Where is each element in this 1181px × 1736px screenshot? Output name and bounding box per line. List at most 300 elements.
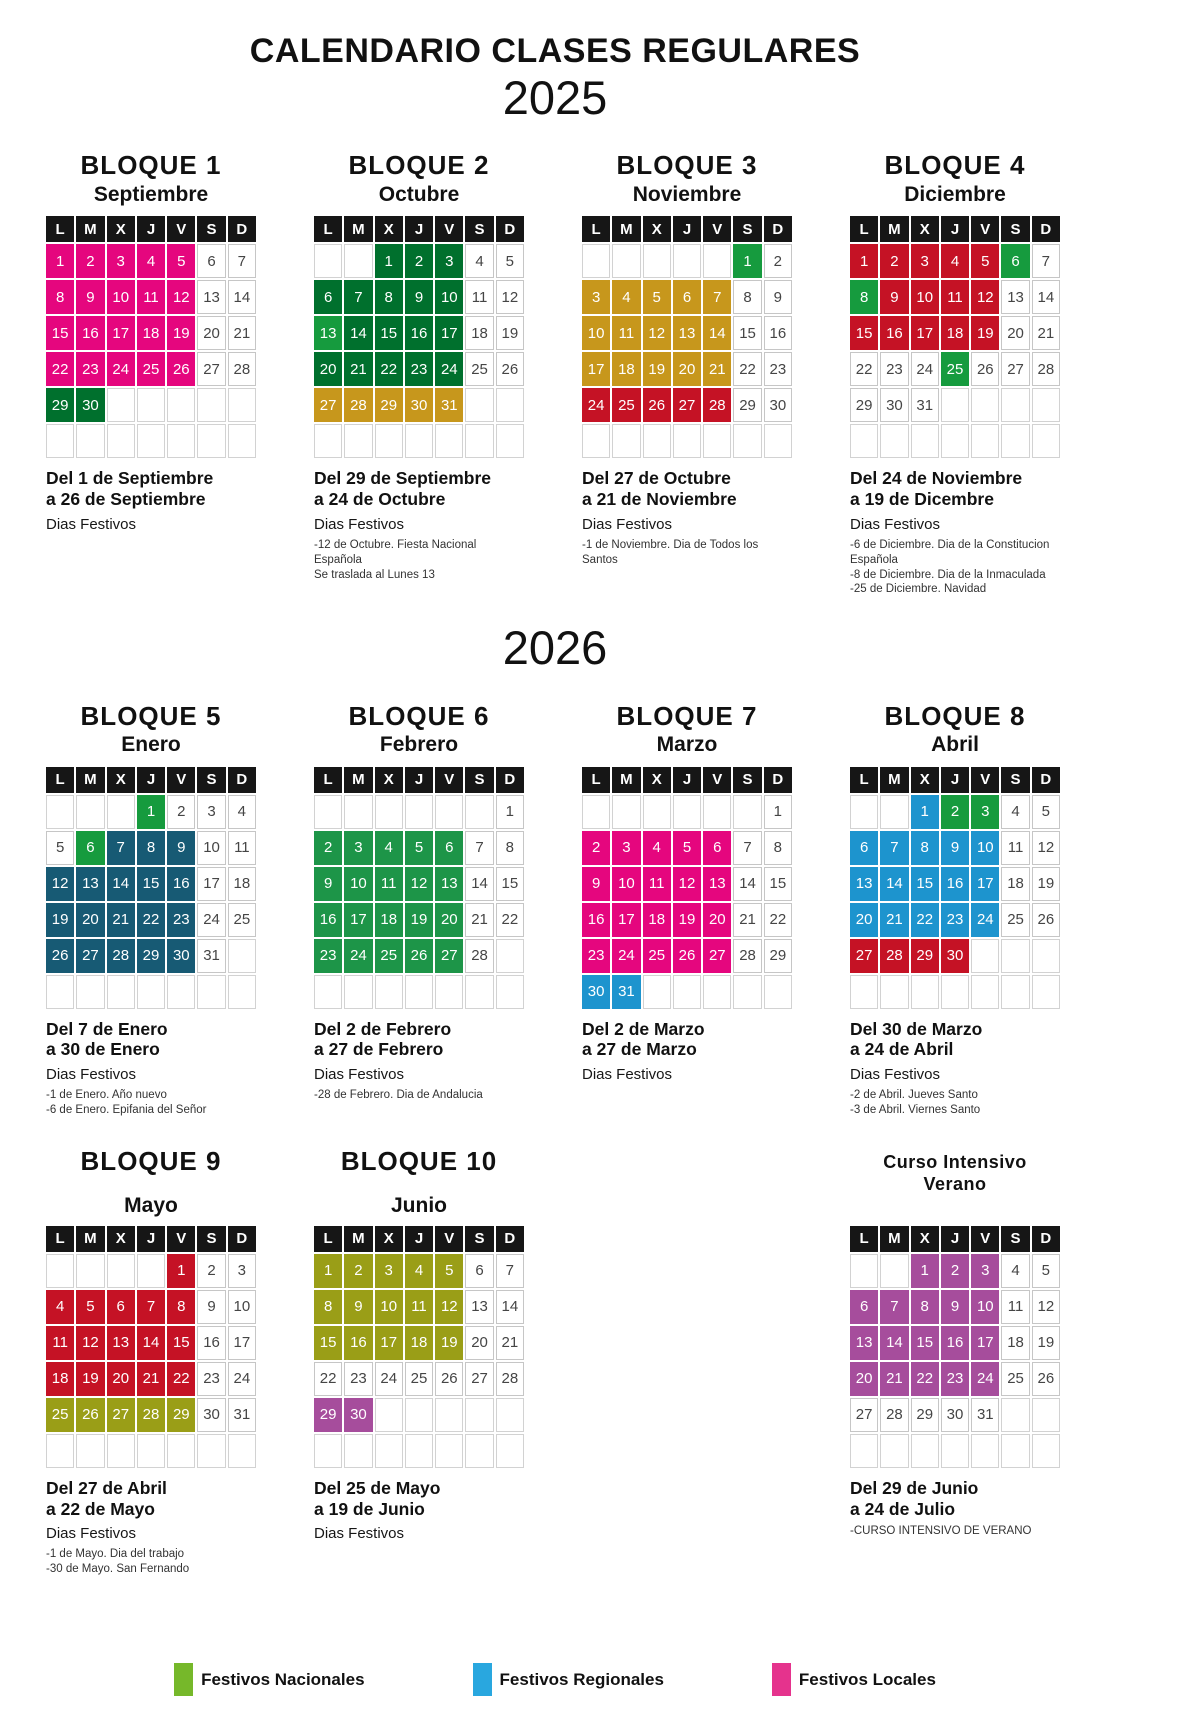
calendar-bloque-2 <box>314 216 524 458</box>
empty-cell <box>375 1434 403 1468</box>
day-cell-22: 22 <box>496 903 524 937</box>
day-cell-1: 1 <box>314 1254 342 1288</box>
day-cell-3: 3 <box>375 1254 403 1288</box>
day-cell-2: 2 <box>880 244 908 278</box>
weekday-header-cell-J: J <box>673 216 701 242</box>
empty-cell <box>941 424 969 458</box>
weekday-header-cell-D: D <box>764 767 792 793</box>
empty-cell <box>107 795 135 829</box>
day-cell-5: 5 <box>76 1290 104 1324</box>
day-cell-8: 8 <box>911 831 939 865</box>
day-cell-23: 23 <box>167 903 195 937</box>
day-cell-30: 30 <box>941 1398 969 1432</box>
date-range-line: Del 30 de Marzo <box>850 1018 983 1039</box>
weekday-header-cell-J: J <box>941 216 969 242</box>
day-cell-11: 11 <box>643 867 671 901</box>
empty-cell <box>703 424 731 458</box>
day-cell-25: 25 <box>375 939 403 973</box>
weekday-header-cell-V: V <box>167 1226 195 1252</box>
day-cell-19: 19 <box>46 903 74 937</box>
block-title-bloque-6: BLOQUE 6 <box>348 700 490 731</box>
day-cell-10: 10 <box>107 280 135 314</box>
empty-cell <box>405 1434 433 1468</box>
empty-cell <box>107 388 135 422</box>
day-cell-20: 20 <box>1001 316 1029 350</box>
day-cell-10: 10 <box>911 280 939 314</box>
block-title-bloque-9: BLOQUE 9 <box>80 1145 222 1176</box>
day-cell-29: 29 <box>314 1398 342 1432</box>
date-range-bloque-2 <box>314 468 524 509</box>
day-cell-15: 15 <box>733 316 761 350</box>
day-cell-17: 17 <box>582 352 610 386</box>
day-cell-6: 6 <box>435 831 463 865</box>
date-range-line: a 27 de Marzo <box>582 1039 697 1060</box>
block-bloque-10 <box>314 1145 524 1543</box>
day-cell-25: 25 <box>228 903 256 937</box>
day-cell-12: 12 <box>643 316 671 350</box>
day-cell-13: 13 <box>465 1290 493 1324</box>
day-cell-21: 21 <box>880 1362 908 1396</box>
weekday-header-cell-V: V <box>971 1226 999 1252</box>
date-range-line: a 27 de Febrero <box>314 1039 444 1060</box>
day-cell-15: 15 <box>911 867 939 901</box>
block-header-bloque-8 <box>850 700 1060 765</box>
day-cell-5: 5 <box>643 280 671 314</box>
day-cell-28: 28 <box>1032 352 1060 386</box>
weekday-header-cell-D: D <box>496 216 524 242</box>
weekday-header-cell-X: X <box>375 767 403 793</box>
day-cell-21: 21 <box>137 1362 165 1396</box>
day-cell-26: 26 <box>405 939 433 973</box>
festivo-item: -1 de Noviembre. Dia de Todos los Santos <box>582 538 759 566</box>
weekday-header-cell-J: J <box>405 216 433 242</box>
empty-cell <box>880 424 908 458</box>
day-cell-13: 13 <box>673 316 701 350</box>
day-cell-2: 2 <box>167 795 195 829</box>
day-cell-4: 4 <box>643 831 671 865</box>
day-cell-29: 29 <box>137 939 165 973</box>
legend-label: Festivos Nacionales <box>201 1669 365 1689</box>
date-range-line: Del 7 de Enero <box>46 1018 168 1039</box>
empty-cell <box>496 1434 524 1468</box>
block-bloque-5 <box>46 700 256 1118</box>
day-cell-24: 24 <box>582 388 610 422</box>
day-cell-18: 18 <box>405 1326 433 1360</box>
day-cell-23: 23 <box>941 903 969 937</box>
block-bloque-6 <box>314 700 524 1103</box>
date-range-bloque-10 <box>314 1478 524 1519</box>
dias-festivos-label: Dias Festivos <box>850 515 941 533</box>
empty-cell <box>344 795 372 829</box>
block-title-curso-intensivo-verano <box>850 1151 1060 1196</box>
day-cell-28: 28 <box>228 352 256 386</box>
day-cell-1: 1 <box>911 795 939 829</box>
day-cell-31: 31 <box>911 388 939 422</box>
legend-item <box>473 1663 664 1696</box>
day-cell-23: 23 <box>197 1362 225 1396</box>
day-cell-29: 29 <box>911 939 939 973</box>
day-cell-26: 26 <box>1032 903 1060 937</box>
weekday-header-cell-J: J <box>137 216 165 242</box>
day-cell-28: 28 <box>880 939 908 973</box>
empty-cell <box>643 975 671 1009</box>
day-cell-20: 20 <box>314 352 342 386</box>
day-cell-26: 26 <box>673 939 701 973</box>
block-title-bloque-3: BLOQUE 3 <box>616 150 758 181</box>
empty-cell <box>582 244 610 278</box>
empty-cell <box>850 1254 878 1288</box>
empty-cell <box>496 1398 524 1432</box>
empty-cell <box>197 424 225 458</box>
empty-cell <box>643 795 671 829</box>
day-cell-20: 20 <box>435 903 463 937</box>
weekday-header-cell-J: J <box>405 767 433 793</box>
month-name-bloque-1: Septiembre <box>93 182 209 206</box>
festivo-list-bloque-4 <box>850 538 1060 598</box>
day-cell-13: 13 <box>107 1326 135 1360</box>
day-cell-19: 19 <box>1032 867 1060 901</box>
weekday-header-cell-S: S <box>197 767 225 793</box>
empty-cell <box>764 975 792 1009</box>
day-cell-6: 6 <box>1001 244 1029 278</box>
empty-cell <box>228 975 256 1009</box>
block-header-bloque-4 <box>850 152 1060 214</box>
day-cell-7: 7 <box>880 831 908 865</box>
empty-cell <box>582 424 610 458</box>
calendar-bloque-10 <box>314 1226 524 1468</box>
weekday-header-cell-D: D <box>496 767 524 793</box>
empty-cell <box>76 1254 104 1288</box>
day-cell-10: 10 <box>228 1290 256 1324</box>
weekday-header-cell-M: M <box>76 1226 104 1252</box>
day-cell-3: 3 <box>971 795 999 829</box>
weekday-header-cell-V: V <box>703 216 731 242</box>
day-cell-5: 5 <box>971 244 999 278</box>
day-cell-15: 15 <box>314 1326 342 1360</box>
empty-cell <box>465 1398 493 1432</box>
day-cell-24: 24 <box>435 352 463 386</box>
day-cell-2: 2 <box>764 244 792 278</box>
block-header-bloque-3 <box>582 152 792 214</box>
empty-cell <box>197 975 225 1009</box>
day-cell-4: 4 <box>375 831 403 865</box>
day-cell-22: 22 <box>850 352 878 386</box>
empty-cell <box>941 975 969 1009</box>
day-cell-19: 19 <box>643 352 671 386</box>
day-cell-19: 19 <box>971 316 999 350</box>
day-cell-29: 29 <box>375 388 403 422</box>
block-header-curso-intensivo-verano <box>850 1148 1060 1224</box>
dias-festivos-label: Dias Festivos <box>582 515 673 533</box>
day-cell-28: 28 <box>465 939 493 973</box>
day-cell-12: 12 <box>167 280 195 314</box>
day-cell-23: 23 <box>880 352 908 386</box>
day-cell-7: 7 <box>496 1254 524 1288</box>
weekday-header-cell-J: J <box>941 1226 969 1252</box>
day-cell-15: 15 <box>911 1326 939 1360</box>
day-cell-5: 5 <box>673 831 701 865</box>
day-cell-27: 27 <box>465 1362 493 1396</box>
day-cell-29: 29 <box>764 939 792 973</box>
day-cell-19: 19 <box>167 316 195 350</box>
weekday-header-cell-M: M <box>76 767 104 793</box>
weekday-header-cell-L: L <box>850 216 878 242</box>
day-cell-24: 24 <box>612 939 640 973</box>
calendar-bloque-8 <box>850 767 1060 1009</box>
empty-cell <box>496 939 524 973</box>
weekday-header-cell-J: J <box>673 767 701 793</box>
date-range-line: Del 24 de Noviembre <box>850 468 1023 489</box>
weekday-header-cell-D: D <box>496 1226 524 1252</box>
empty-cell <box>197 388 225 422</box>
calendar-bloque-7 <box>582 767 792 1009</box>
day-cell-9: 9 <box>941 1290 969 1324</box>
empty-cell <box>850 424 878 458</box>
day-cell-4: 4 <box>941 244 969 278</box>
empty-cell <box>703 795 731 829</box>
date-range-bloque-6 <box>314 1019 524 1060</box>
day-cell-6: 6 <box>314 280 342 314</box>
empty-cell <box>197 1434 225 1468</box>
day-cell-18: 18 <box>46 1362 74 1396</box>
empty-cell <box>107 424 135 458</box>
day-cell-12: 12 <box>1032 831 1060 865</box>
weekday-header-cell-S: S <box>1001 216 1029 242</box>
day-cell-6: 6 <box>850 1290 878 1324</box>
day-cell-6: 6 <box>703 831 731 865</box>
day-cell-18: 18 <box>612 352 640 386</box>
day-cell-27: 27 <box>850 939 878 973</box>
weekday-header-cell-V: V <box>435 767 463 793</box>
day-cell-20: 20 <box>76 903 104 937</box>
festivo-item: -12 de Octubre. Fiesta Nacional Española <box>314 538 477 566</box>
day-cell-2: 2 <box>405 244 433 278</box>
weekday-header-cell-V: V <box>167 216 195 242</box>
day-cell-25: 25 <box>643 939 671 973</box>
day-cell-21: 21 <box>703 352 731 386</box>
day-cell-17: 17 <box>375 1326 403 1360</box>
day-cell-31: 31 <box>612 975 640 1009</box>
weekday-header-cell-X: X <box>375 1226 403 1252</box>
day-cell-13: 13 <box>1001 280 1029 314</box>
day-cell-16: 16 <box>405 316 433 350</box>
date-range-line: Del 25 de Mayo <box>314 1477 441 1498</box>
day-cell-17: 17 <box>228 1326 256 1360</box>
weekday-header-cell-M: M <box>76 216 104 242</box>
day-cell-10: 10 <box>971 1290 999 1324</box>
day-cell-31: 31 <box>228 1398 256 1432</box>
calendar-bloque-6 <box>314 767 524 1009</box>
festivo-item: -6 de Diciembre. Dia de la Constitucion Española <box>850 538 1050 566</box>
day-cell-30: 30 <box>197 1398 225 1432</box>
day-cell-19: 19 <box>405 903 433 937</box>
day-cell-27: 27 <box>1001 352 1029 386</box>
date-range-line: a 26 de Septiembre <box>46 488 206 509</box>
empty-cell <box>1001 1398 1029 1432</box>
empty-cell <box>703 975 731 1009</box>
day-cell-16: 16 <box>764 316 792 350</box>
empty-cell <box>314 424 342 458</box>
day-cell-8: 8 <box>733 280 761 314</box>
weekday-header-cell-M: M <box>344 767 372 793</box>
festivo-list-bloque-3 <box>582 538 792 568</box>
date-range-bloque-9 <box>46 1478 256 1519</box>
day-cell-29: 29 <box>850 388 878 422</box>
day-cell-7: 7 <box>228 244 256 278</box>
empty-cell <box>405 795 433 829</box>
day-cell-10: 10 <box>612 867 640 901</box>
block-header-bloque-5 <box>46 700 256 765</box>
empty-cell <box>107 1254 135 1288</box>
day-cell-23: 23 <box>582 939 610 973</box>
day-cell-10: 10 <box>971 831 999 865</box>
day-cell-21: 21 <box>496 1326 524 1360</box>
day-cell-11: 11 <box>405 1290 433 1324</box>
empty-cell <box>375 1398 403 1432</box>
day-cell-11: 11 <box>228 831 256 865</box>
weekday-header-cell-X: X <box>107 767 135 793</box>
day-cell-22: 22 <box>46 352 74 386</box>
empty-cell <box>435 424 463 458</box>
day-cell-18: 18 <box>941 316 969 350</box>
legend-item <box>174 1663 364 1696</box>
day-cell-7: 7 <box>107 831 135 865</box>
empty-cell <box>1032 975 1060 1009</box>
festivo-item: -3 de Abril. Viernes Santo <box>850 1103 981 1116</box>
festivo-list-bloque-2 <box>314 538 524 583</box>
festivo-item: -1 de Enero. Año nuevo <box>46 1089 167 1101</box>
day-cell-19: 19 <box>1032 1326 1060 1360</box>
day-cell-25: 25 <box>1001 903 1029 937</box>
date-range-line: Del 2 de Marzo <box>582 1018 705 1039</box>
day-cell-4: 4 <box>137 244 165 278</box>
weekday-header-cell-S: S <box>1001 1226 1029 1252</box>
weekday-header-cell-D: D <box>228 1226 256 1252</box>
day-cell-14: 14 <box>107 867 135 901</box>
block-title-bloque-1: BLOQUE 1 <box>80 150 222 181</box>
festivo-item: -28 de Febrero. Dia de Andalucia <box>314 1089 483 1101</box>
day-cell-8: 8 <box>137 831 165 865</box>
weekday-header-cell-M: M <box>880 767 908 793</box>
day-cell-12: 12 <box>435 1290 463 1324</box>
empty-cell <box>46 795 74 829</box>
day-cell-2: 2 <box>941 1254 969 1288</box>
blocks-row-2026 <box>46 700 1064 1118</box>
day-cell-16: 16 <box>167 867 195 901</box>
empty-cell <box>465 388 493 422</box>
date-range-line: Del 27 de Abril <box>46 1477 167 1498</box>
day-cell-14: 14 <box>496 1290 524 1324</box>
day-cell-14: 14 <box>703 316 731 350</box>
weekday-header-cell-J: J <box>941 767 969 793</box>
empty-cell <box>1001 388 1029 422</box>
day-cell-7: 7 <box>733 831 761 865</box>
block-header-bloque-6 <box>314 700 524 765</box>
date-range-line: a 30 de Enero <box>46 1039 160 1060</box>
day-cell-14: 14 <box>137 1326 165 1360</box>
day-cell-17: 17 <box>197 867 225 901</box>
day-cell-14: 14 <box>880 1326 908 1360</box>
weekday-header-cell-V: V <box>971 767 999 793</box>
empty-cell <box>880 975 908 1009</box>
day-cell-18: 18 <box>465 316 493 350</box>
day-cell-11: 11 <box>941 280 969 314</box>
day-cell-8: 8 <box>764 831 792 865</box>
day-cell-6: 6 <box>107 1290 135 1324</box>
day-cell-28: 28 <box>703 388 731 422</box>
day-cell-7: 7 <box>344 280 372 314</box>
date-range-line: Del 27 de Octubre <box>582 468 731 489</box>
empty-cell <box>496 975 524 1009</box>
weekday-header-cell-S: S <box>1001 767 1029 793</box>
day-cell-31: 31 <box>971 1398 999 1432</box>
year-heading-2026: 2026 <box>502 621 608 675</box>
empty-cell <box>733 795 761 829</box>
dias-festivos-label: Dias Festivos <box>314 515 405 533</box>
day-cell-7: 7 <box>880 1290 908 1324</box>
day-cell-31: 31 <box>197 939 225 973</box>
weekday-header-cell-S: S <box>465 767 493 793</box>
weekday-header-cell-X: X <box>643 767 671 793</box>
weekday-header-cell-X: X <box>911 767 939 793</box>
day-cell-22: 22 <box>167 1362 195 1396</box>
day-cell-1: 1 <box>375 244 403 278</box>
month-name-bloque-10: Junio <box>391 1194 447 1218</box>
empty-cell <box>76 424 104 458</box>
day-cell-2: 2 <box>344 1254 372 1288</box>
day-cell-13: 13 <box>76 867 104 901</box>
day-cell-16: 16 <box>880 316 908 350</box>
day-cell-27: 27 <box>703 939 731 973</box>
weekday-header-cell-V: V <box>435 216 463 242</box>
block-title-bloque-8: BLOQUE 8 <box>884 700 1026 731</box>
date-range-bloque-4 <box>850 468 1060 509</box>
date-range-bloque-5 <box>46 1019 256 1060</box>
day-cell-20: 20 <box>673 352 701 386</box>
block-bloque-8 <box>850 700 1060 1118</box>
day-cell-27: 27 <box>673 388 701 422</box>
day-cell-9: 9 <box>197 1290 225 1324</box>
day-cell-4: 4 <box>612 280 640 314</box>
legend <box>46 1663 1064 1696</box>
block-header-bloque-1 <box>46 152 256 214</box>
dias-festivos-label: Dias Festivos <box>46 1525 137 1543</box>
weekday-header-cell-M: M <box>880 1226 908 1252</box>
day-cell-8: 8 <box>850 280 878 314</box>
day-cell-3: 3 <box>228 1254 256 1288</box>
day-cell-4: 4 <box>228 795 256 829</box>
weekday-header-cell-V: V <box>703 767 731 793</box>
day-cell-1: 1 <box>137 795 165 829</box>
day-cell-13: 13 <box>314 316 342 350</box>
day-cell-14: 14 <box>228 280 256 314</box>
day-cell-24: 24 <box>911 352 939 386</box>
block-bloque-2 <box>314 152 524 582</box>
block-title-bloque-2: BLOQUE 2 <box>348 150 490 181</box>
day-cell-16: 16 <box>941 867 969 901</box>
legend-swatch <box>772 1663 791 1696</box>
day-cell-20: 20 <box>850 903 878 937</box>
day-cell-24: 24 <box>971 1362 999 1396</box>
month-name-bloque-2: Octubre <box>378 182 460 206</box>
weekday-header-cell-L: L <box>314 216 342 242</box>
day-cell-17: 17 <box>971 867 999 901</box>
day-cell-28: 28 <box>344 388 372 422</box>
day-cell-20: 20 <box>850 1362 878 1396</box>
day-cell-8: 8 <box>46 280 74 314</box>
weekday-header-cell-M: M <box>344 216 372 242</box>
empty-cell <box>850 795 878 829</box>
